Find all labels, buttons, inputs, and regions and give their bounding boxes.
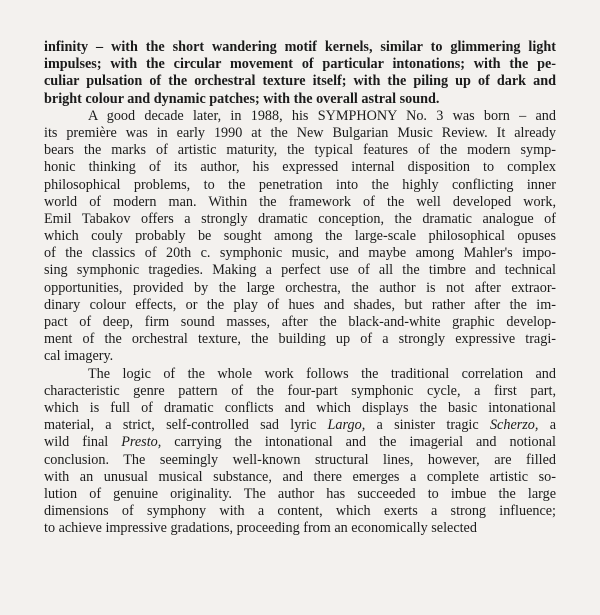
italic-term: Presto, xyxy=(121,434,162,451)
text-run: culiar pulsation of the orchestral texture itself; with the piling up of dark and xyxy=(44,73,556,90)
text-run: opportunities, provided by the large orchestra, the author is not after extraor- xyxy=(44,279,556,296)
text-run: sing symphonic tragedies. Making a perfect use of all the timbre and technical xyxy=(44,262,556,279)
text-run: A good decade later, in 1988, his SYMPHONY No. 3 was born – and xyxy=(88,107,556,124)
text-run: honic thinking of its author, his expressed internal disposition to complex xyxy=(44,159,556,176)
text-line xyxy=(44,228,556,245)
text-run: pact of deep, firm sound masses, after the black-and-white graphic develop- xyxy=(44,314,556,330)
text-line xyxy=(44,211,556,228)
text-run: impulses; with the circular movement of particular intonations; with the pe- xyxy=(44,56,556,73)
text-line xyxy=(44,56,556,73)
text-run: world of modern man. Within the framework of the well developed work, xyxy=(44,193,556,210)
text-run: with an unusual musical substance, and there emerges a complete artistic so- xyxy=(44,468,556,485)
text-run: bears the marks of artistic maturity, the typical features of the modern symp- xyxy=(44,142,556,159)
text-line xyxy=(44,108,556,125)
text-line xyxy=(44,314,556,331)
text-run: of the classics of 20th c. symphonic music, and maybe among Mahler's impo- xyxy=(44,245,556,262)
text-line xyxy=(44,245,556,262)
text-run: The logic of the whole work follows the traditional correlation and xyxy=(88,365,556,382)
text-line xyxy=(44,125,556,142)
text-run: cal imagery. xyxy=(44,348,114,365)
text-line xyxy=(44,297,556,314)
text-line xyxy=(44,503,556,520)
text-line xyxy=(44,348,556,365)
text-line xyxy=(44,331,556,348)
text-line xyxy=(44,469,556,486)
text-line xyxy=(44,39,556,56)
text-column xyxy=(44,39,556,537)
text-run: infinity – with the short wandering motif kernels, similar to glimmering light xyxy=(44,39,556,55)
text-line xyxy=(44,400,556,417)
text-line xyxy=(44,159,556,176)
text-line xyxy=(44,177,556,194)
text-run: which is full of dramatic conflicts and which displays the basic intonational xyxy=(44,399,556,416)
text-run: a xyxy=(538,417,556,434)
text-line xyxy=(44,73,556,90)
paragraph-2 xyxy=(44,108,556,366)
text-run: which couly probably be sought among the large-scale philosophical opuses xyxy=(44,228,556,245)
text-run: carrying the intonational and the imagerial and notional xyxy=(161,434,556,451)
text-run: dinary colour effects, or the play of hues and shades, but rather after the im- xyxy=(44,296,556,313)
text-run: ment of the orchestral texture, the building up of a strongly expressive tragi- xyxy=(44,331,556,348)
text-run: conclusion. The seemingly well-known structural lines, however, are filled xyxy=(44,451,556,468)
text-run: characteristic genre pattern of the four-part symphonic cycle, a first part, xyxy=(44,382,556,399)
text-line xyxy=(44,383,556,400)
text-line xyxy=(44,417,556,434)
text-line xyxy=(44,366,556,383)
text-line xyxy=(44,194,556,211)
italic-term: Scherzo, xyxy=(489,417,539,434)
text-run: lution of genuine originality. The author has succeeded to imbue the large xyxy=(44,485,556,502)
text-run: dimensions of symphony with a content, which exerts a strong influence; xyxy=(44,503,556,520)
text-run: wild final xyxy=(44,434,122,451)
text-line xyxy=(44,520,556,537)
paragraph-1 xyxy=(44,39,556,108)
text-run: its première was in early 1990 at the New Bulgarian Music Review. It already xyxy=(44,124,556,141)
italic-term: Largo, xyxy=(327,417,366,434)
text-line xyxy=(44,142,556,159)
text-run: Emil Tabakov offers a strongly dramatic conception, the dramatic analogue of xyxy=(44,210,556,227)
text-line xyxy=(44,91,556,108)
text-line xyxy=(44,280,556,297)
text-line xyxy=(44,452,556,469)
text-run: bright colour and dynamic patches; with the overall astral sound. xyxy=(44,90,440,107)
text-run: a sinister tragic xyxy=(365,417,490,434)
text-run: to achieve impressive gradations, proceeding from an economically selected xyxy=(44,520,477,537)
text-line xyxy=(44,434,556,451)
text-run: philosophical problems, to the penetration into the highly conflicting inner xyxy=(44,176,556,193)
paragraph-3 xyxy=(44,366,556,538)
text-line xyxy=(44,486,556,503)
text-line xyxy=(44,262,556,279)
text-run: material, a strict, self-controlled sad lyric xyxy=(44,417,328,434)
